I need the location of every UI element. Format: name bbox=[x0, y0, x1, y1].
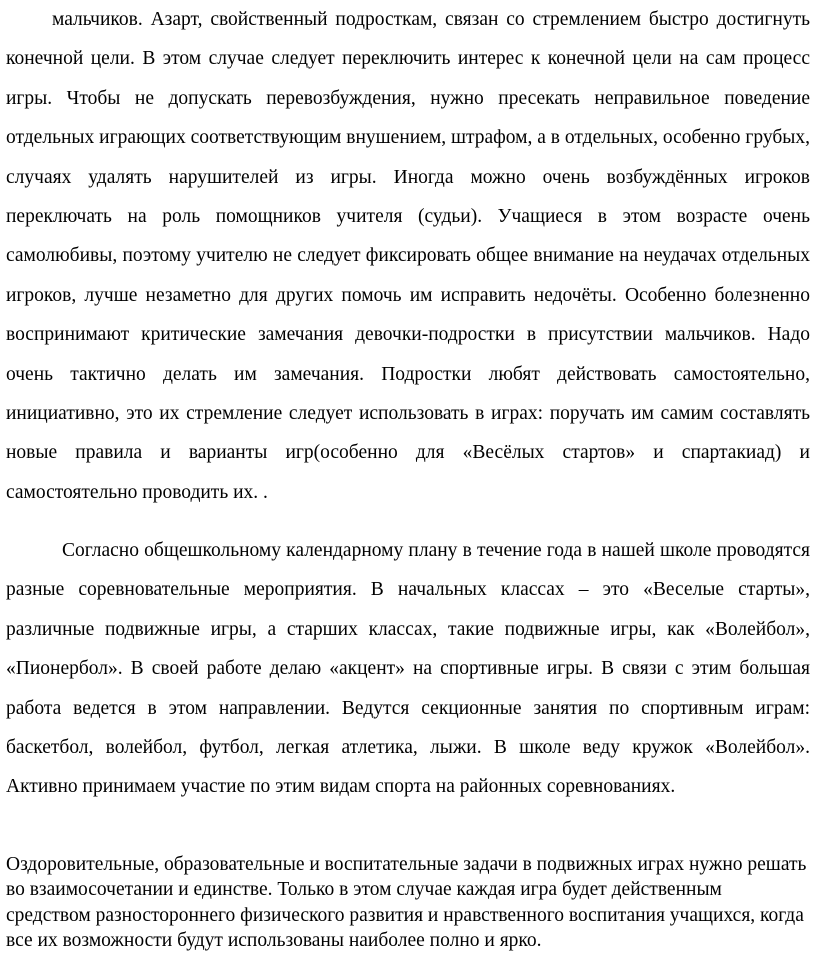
paragraph-2: Согласно общешкольному календарному плану в течение года в нашей школе проводятся разные соревновательные мероприятия. В начальных классах – это «Веселые старты», различные подвижные игры, а старших классах, такие подвижные игры, как «Волейбол», «Пионербол». В своей работе делаю «акцент» на спортивные игры. В связи с этим большая работа ведется в этом направлении. Ведутся секционные занятия по спортивным играм: баскетбол, волейбол, футбол, легкая атлетика, лыжи. В школе веду кружок «Волейбол». Активно принимаем участие по этим видам спорта на районных соревнованиях. bbox=[6, 540, 810, 798]
paragraph-3: Оздоровительные, образовательные и воспитательные задачи в подвижных играх нужно решать во взаимосочетании и единстве. Только в этом случае каждая игра будет действенным средством разностороннего физического развития и нравственного воспитания учащихся, когда все их возможности будут использованы наиболее полно и ярко. bbox=[6, 854, 807, 951]
paragraph-1: мальчиков. Азарт, свойственный подросткам, связан со стремлением быстро достигнуть конечной цели. В этом случае следует переключить интерес к конечной цели на сам процесс игры. Чтобы не допускать перевозбуждения, нужно пресекать неправильное поведение отдельных играющих соответствующим внушением, штрафом, а в отдельных, особенно грубых, случаях удалять нарушителей из игры. Иногда можно очень возбуждённых игроков переключать на роль помощников учителя (судьи). Учащиеся в этом возрасте очень самолюбивы, поэтому учителю не следует фиксировать общее внимание на неудачах отдельных игроков, лучше незаметно для других помочь им исправить недочёты. Особенно болезненно воспринимают критические замечания девочки-подростки в присутствии мальчиков. Надо очень тактично делать им замечания. Подростки любят действовать самостоятельно, инициативно, это их стремление следует использовать в играх: поручать им самим составлять новые правила и варианты игр(особенно для «Весёлых стартов» и спартакиад) и самостоятельно проводить их. . bbox=[6, 9, 810, 503]
